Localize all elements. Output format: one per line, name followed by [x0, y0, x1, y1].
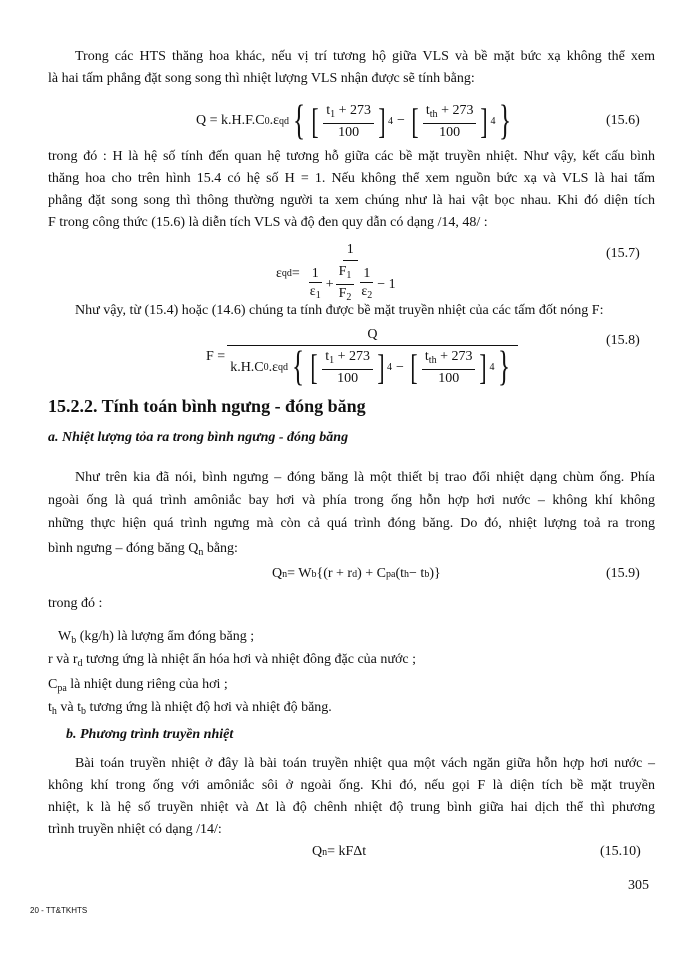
subsection-heading-b: b. Phương trình truyền nhiệt — [66, 727, 234, 742]
symbol-sub: pa — [57, 683, 67, 694]
text-line: Trong các HTS thăng hoa khác, nếu vị trí tương hộ giữa VLS và bề mặt bức xạ không thể xem — [75, 49, 655, 64]
symbol-sub: d — [77, 658, 83, 669]
eq-text: ) + C — [357, 566, 386, 581]
fraction — [302, 241, 399, 306]
paragraph-5 — [48, 753, 655, 841]
section-heading: 15.2.2. Tính toán bình ngưng - đóng băng — [48, 396, 366, 416]
paragraph-3 — [48, 300, 655, 322]
eq-text: + 273 — [334, 348, 370, 364]
eq-text: 100 — [337, 370, 359, 386]
eq-sub: n — [322, 846, 328, 858]
eq-sub: 1 — [346, 270, 352, 281]
eq-sup: 4 — [490, 115, 496, 127]
eq-text: t — [326, 102, 331, 118]
subsection-heading-a: a. Nhiệt lượng tỏa ra trong bình ngưng - đóng băng — [48, 430, 349, 445]
eq-text: − t — [409, 566, 425, 581]
eq-text: = — [291, 265, 300, 281]
eq-text: ε — [309, 284, 316, 299]
equation-number: (15.6) — [606, 113, 640, 128]
symbol: W — [58, 629, 72, 644]
footer-signature: 20 - TT&TKHTS — [30, 906, 88, 915]
text-line: những thực hiện quá trình ngưng mà còn cả quá trình đóng băng. Do đó, nhiệt lượng toả ra trong — [48, 516, 655, 531]
eq-text: 1 — [343, 241, 358, 261]
fraction — [423, 102, 477, 141]
eq-text: 100 — [338, 124, 360, 140]
paragraph-4 — [48, 466, 655, 564]
equation-number: (15.10) — [600, 844, 641, 859]
symbol-sub: b — [71, 635, 77, 646]
eq-text: 100 — [438, 370, 460, 386]
text-line: không khí trong ống với amôniắc sôi ở ngoài ống. Khi đó, nếu gọi F là diện tích bề mặt truyền — [48, 778, 655, 793]
text-line: trong đó : H là hệ số tính đến quan hệ tương hỗ giữa các bề mặt truyền nhiệt. Như vậy, kết cấu bình — [48, 149, 655, 164]
fraction — [227, 326, 517, 388]
fraction — [422, 348, 476, 387]
equation-15-8 — [206, 326, 520, 388]
eq-text: − — [396, 113, 405, 128]
eq-text: Q — [227, 326, 517, 346]
eq-text: .ε — [268, 359, 279, 375]
eq-text: F = — [206, 349, 226, 364]
definition-text: (kg/h) là lượng ẩm đóng băng ; — [76, 629, 255, 644]
equation-15-6 — [196, 100, 516, 142]
eq-text: + 273 — [436, 348, 473, 364]
fraction — [323, 102, 374, 141]
symbol-sub: h — [51, 706, 57, 717]
equation-15-9 — [272, 566, 441, 582]
eq-sub: b — [311, 568, 317, 580]
equation-number: (15.8) — [606, 333, 640, 348]
eq-sub: n — [282, 568, 288, 580]
text-line: trình truyền nhiệt có dạng /14/: — [48, 822, 222, 837]
symbol: C — [48, 677, 58, 692]
eq-sup: 4 — [489, 361, 495, 373]
eq-sub: b — [424, 568, 430, 580]
eq-text: ε — [276, 265, 282, 281]
definition-text: và t — [56, 700, 81, 715]
text: bình ngưng – đóng băng Q — [48, 541, 199, 556]
eq-sub: h — [404, 568, 410, 580]
right-brace: } — [498, 344, 511, 390]
symbol-sub: b — [81, 706, 86, 717]
text-line — [48, 537, 655, 564]
text-line: Như vậy, từ (15.4) hoặc (14.6) chúng ta tính được bề mặt truyền nhiệt của các tấm đốt nóng F: — [75, 303, 604, 318]
eq-sub: pa — [386, 568, 396, 580]
eq-text: F — [338, 286, 347, 301]
equation-15-7 — [276, 241, 401, 306]
text-line: ngoài ống là quá trình amôniắc bay hơi và phía trong ống hỗn hợp hơi nước – không khí không — [48, 493, 655, 508]
definition-text: là nhiệt dung riêng của hơi ; — [66, 677, 228, 692]
eq-text: {(r + r — [316, 566, 353, 581]
eq-text: = kFΔt — [327, 844, 367, 859]
left-brace: { — [292, 344, 305, 390]
eq-sub: 2 — [367, 290, 373, 301]
paragraph-1 — [48, 46, 655, 90]
definition-text: tương ứng là nhiệt độ hơi và nhiệt độ băng. — [86, 700, 332, 715]
eq-text: 1 — [360, 265, 373, 283]
eq-sub: 0 — [263, 361, 269, 373]
eq-sub: th — [429, 108, 438, 120]
eq-sub: th — [428, 354, 437, 366]
symbol: t — [48, 700, 52, 715]
text-line: Bài toán truyền nhiệt ở đây là bài toán truyền nhiệt qua một vách ngăn giữa hỗn hợp hơi nước – — [75, 756, 655, 771]
eq-sub: qd — [279, 115, 290, 127]
eq-sup: 4 — [387, 115, 393, 127]
definition-item — [48, 697, 332, 723]
eq-text: F — [338, 264, 347, 279]
eq-sub: 0 — [264, 115, 270, 127]
eq-sub: qd — [278, 361, 289, 373]
page-number: 305 — [628, 878, 649, 893]
left-bracket: [ — [311, 101, 319, 141]
left-brace: { — [293, 98, 306, 144]
where-label: trong đó : — [48, 596, 103, 611]
right-bracket: ] — [480, 101, 489, 141]
eq-text: t — [425, 102, 430, 118]
eq-text: .ε — [269, 113, 280, 128]
text-line: là hai tấm phẳng đặt song song thì nhiệt lượng VLS nhận được sẽ tính bằng: — [48, 71, 475, 86]
right-bracket: ] — [479, 347, 488, 387]
eq-text: + 273 — [335, 102, 371, 118]
equation-number: (15.9) — [606, 566, 640, 581]
eq-text: − 1 — [377, 277, 396, 292]
fraction — [358, 265, 375, 304]
eq-text: Q — [272, 566, 283, 581]
fraction — [322, 348, 373, 387]
eq-text: k.H.C — [230, 359, 264, 375]
eq-text: t — [325, 348, 330, 364]
eq-text: Q — [312, 844, 323, 859]
right-bracket: ] — [378, 101, 386, 141]
text-line: thăng hoa cho trên hình 15.4 có hệ số H = 1. Nếu không thể xem nguồn bức xạ và VLS là hai tấm — [48, 171, 655, 186]
eq-text: + 273 — [437, 102, 474, 118]
eq-sub: 2 — [346, 292, 352, 303]
eq-text: − — [396, 359, 404, 375]
eq-text: (t — [395, 566, 405, 581]
eq-text: = W — [287, 566, 312, 581]
right-brace: } — [499, 98, 512, 144]
left-bracket: [ — [310, 347, 318, 387]
eq-text: 1 — [309, 265, 322, 283]
eq-sub: qd — [281, 268, 292, 279]
definition-item — [48, 649, 416, 675]
left-bracket: [ — [410, 347, 418, 387]
eq-sub: d — [352, 568, 358, 580]
fraction — [307, 265, 324, 304]
eq-sub: 1 — [315, 290, 321, 301]
eq-text: )} — [429, 566, 441, 581]
paragraph-2 — [48, 146, 655, 234]
eq-sup: 4 — [387, 361, 392, 373]
eq-sub: 1 — [330, 108, 336, 120]
right-bracket: ] — [377, 347, 385, 387]
text-line: F trong công thức (15.6) là diễn tích VLS và độ đen quy dẫn có dạng /14, 48/ : — [48, 215, 488, 230]
symbol: r và r — [48, 652, 78, 667]
eq-text: ε — [361, 284, 368, 299]
text-line: nhiệt, k là hệ số truyền nhiệt và Δt là độ chênh nhiệt độ trung bình giữa hai dịch thể thì phương — [48, 800, 655, 815]
text-line: phẳng đặt song song thì thông thường người ta xem chúng như là hai vật bọc nhau. Khi đó diện tích — [48, 193, 655, 208]
eq-text: 100 — [439, 124, 461, 140]
equation-number: (15.7) — [606, 246, 640, 261]
left-bracket: [ — [411, 101, 419, 141]
eq-sub: 1 — [329, 354, 335, 366]
eq-text: Q = k.H.F.C — [196, 113, 265, 128]
eq-text: + — [325, 277, 334, 292]
text-sub: n — [198, 547, 204, 558]
text: bằng: — [203, 541, 238, 556]
eq-text: t — [424, 348, 429, 364]
text-line: Như trên kia đã nói, bình ngưng – đóng băng là một thiết bị trao đổi nhiệt dạng chùm ống. Phía — [75, 470, 655, 485]
equation-15-10 — [312, 844, 366, 860]
definition-text: tương ứng là nhiệt ẩn hóa hơi và nhiệt đông đặc của nước ; — [82, 652, 416, 667]
